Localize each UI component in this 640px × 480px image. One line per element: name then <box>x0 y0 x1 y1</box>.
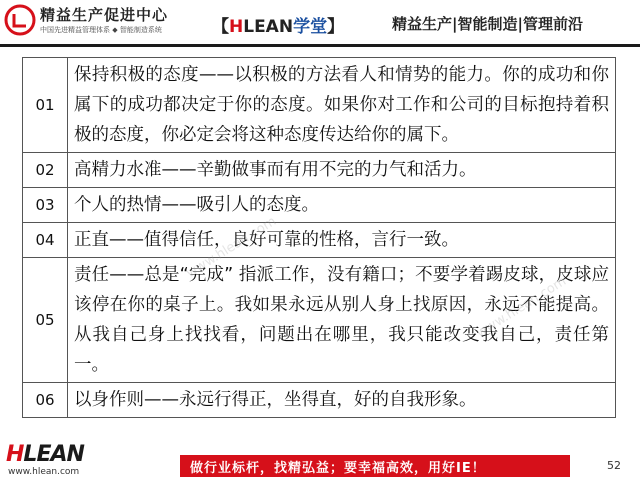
row-text: 正直——值得信任，良好可靠的性格，言行一致。 <box>68 223 616 258</box>
row-number: 04 <box>23 223 68 258</box>
table-row <box>23 188 616 223</box>
logo-icon <box>4 4 36 36</box>
traits-table <box>22 57 616 418</box>
row-number: 05 <box>23 258 68 383</box>
logo-title: 精益生产促进中心 <box>40 6 169 24</box>
table-row <box>23 383 616 418</box>
row-text: 责任——总是“完成” 指派工作，没有籍口；不要学着踢皮球，皮球应该停在你的桌子上。我如果永远从别人身上找原因，永远不能提高。从我自己身上找找看，问题出在哪里，我只能改变我自己，责任第一。 <box>68 258 616 383</box>
row-number: 02 <box>23 153 68 188</box>
table-row <box>23 258 616 383</box>
table-row <box>23 223 616 258</box>
header <box>0 0 640 48</box>
page-number: 52 <box>607 459 621 472</box>
row-text: 个人的热情——吸引人的态度。 <box>68 188 616 223</box>
header-tagline: 精益生产|智能制造|管理前沿 <box>392 15 583 33</box>
table-row <box>23 58 616 153</box>
footer-url[interactable]: www.hlean.com <box>8 467 80 477</box>
row-number: 01 <box>23 58 68 153</box>
row-number: 06 <box>23 383 68 418</box>
footer-slogan: 做行业标杆，找精弘益；要幸福高效，用好IE！ <box>190 461 486 476</box>
footer-logo: HLEAN <box>6 442 84 467</box>
row-text: 高精力水准——辛勤做事而有用不完的力气和活力。 <box>68 153 616 188</box>
row-text: 保持积极的态度——以积极的方法看人和情势的能力。你的成功和你属下的成功都决定于你的态度。如果你对工作和公司的目标抱持着积极的态度，你必定会将这种态度传达给你的属下。 <box>68 58 616 153</box>
watermark: www.hlean.com <box>183 213 279 282</box>
watermark: www.hlean.com <box>473 273 569 342</box>
logo-subtitle: 中国先进精益管理体系 ◆ 智能制造系统 <box>40 26 162 34</box>
table-row <box>23 153 616 188</box>
row-text: 以身作则——永远行得正，坐得直，好的自我形象。 <box>68 383 616 418</box>
header-divider <box>0 44 640 47</box>
brand-title: 【HLEAN学堂】 <box>212 17 345 37</box>
row-number: 03 <box>23 188 68 223</box>
